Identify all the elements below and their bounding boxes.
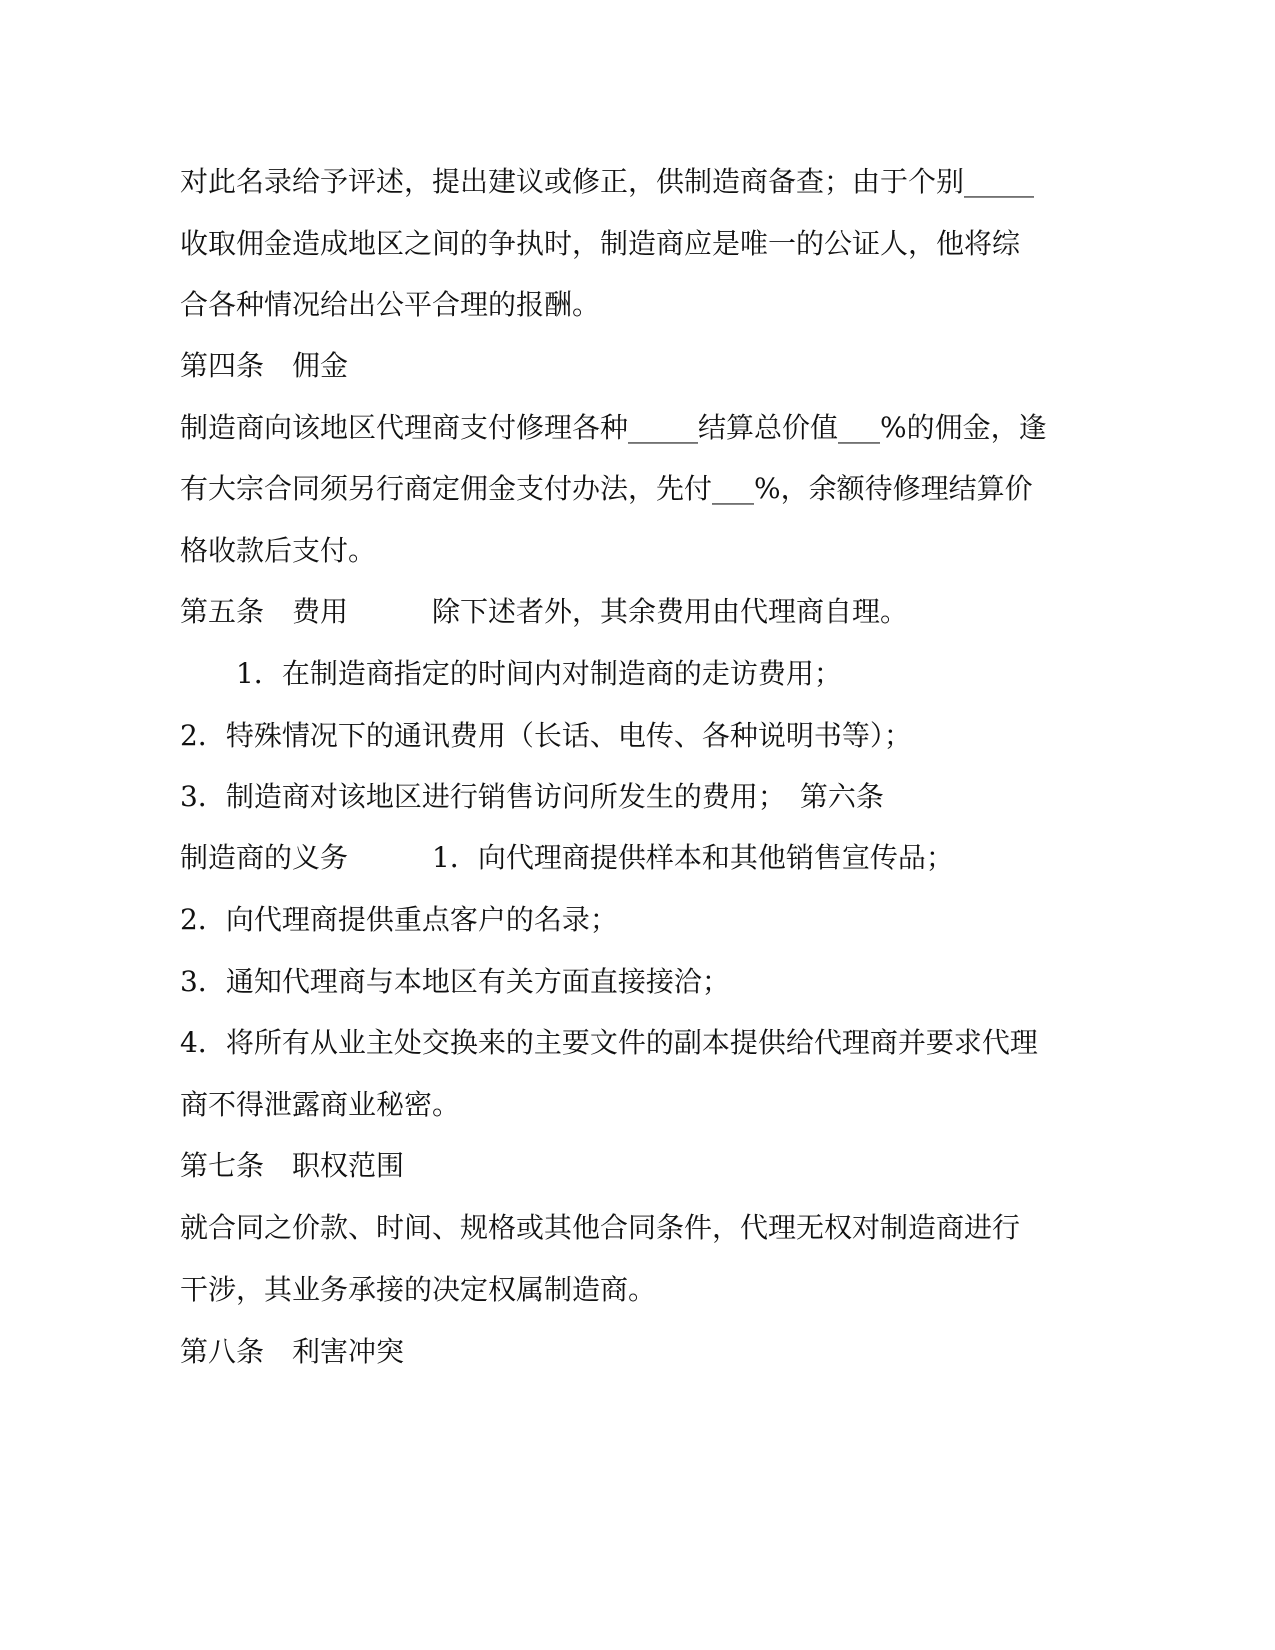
body-text-line: 对此名录给予评述，提出建议或修正，供制造商备查；由于个别_____ bbox=[180, 165, 1035, 198]
list-item: 1．在制造商指定的时间内对制造商的走访费用； bbox=[180, 657, 842, 690]
list-item: 3．通知代理商与本地区有关方面直接接洽； bbox=[180, 965, 730, 998]
list-item: 2．向代理商提供重点客户的名录； bbox=[180, 903, 618, 936]
section-heading-article-4: 第四条 佣金 bbox=[180, 349, 349, 382]
body-text-line: 有大宗合同须另行商定佣金支付办法，先付___%，余额待修理结算价 bbox=[180, 472, 1033, 505]
section-heading-article-7: 第七条 职权范围 bbox=[180, 1149, 405, 1182]
body-text-line: 商不得泄露商业秘密。 bbox=[180, 1088, 461, 1121]
body-text-line: 合各种情况给出公平合理的报酬。 bbox=[180, 288, 601, 321]
body-text-line: 制造商向该地区代理商支付修理各种_____结算总价值___%的佣金，逢 bbox=[180, 411, 1047, 444]
body-text-line: 干涉，其业务承接的决定权属制造商。 bbox=[180, 1273, 657, 1306]
body-text-line: 收取佣金造成地区之间的争执时，制造商应是唯一的公证人，他将综 bbox=[180, 227, 1021, 260]
list-item: 2．特殊情况下的通讯费用（长话、电传、各种说明书等）； bbox=[180, 719, 912, 752]
body-text-line: 格收款后支付。 bbox=[180, 534, 377, 567]
body-text-line: 就合同之价款、时间、规格或其他合同条件，代理无权对制造商进行 bbox=[180, 1211, 1021, 1244]
section-heading-article-8: 第八条 利害冲突 bbox=[180, 1335, 405, 1368]
section-heading-article-5: 第五条 费用 除下述者外，其余费用由代理商自理。 bbox=[180, 595, 909, 628]
section-heading-article-6: 制造商的义务 1．向代理商提供样本和其他销售宣传品； bbox=[180, 841, 954, 874]
list-item: 3．制造商对该地区进行销售访问所发生的费用； 第六条 bbox=[180, 780, 884, 813]
list-item: 4．将所有从业主处交换来的主要文件的副本提供给代理商并要求代理 bbox=[180, 1026, 1038, 1059]
